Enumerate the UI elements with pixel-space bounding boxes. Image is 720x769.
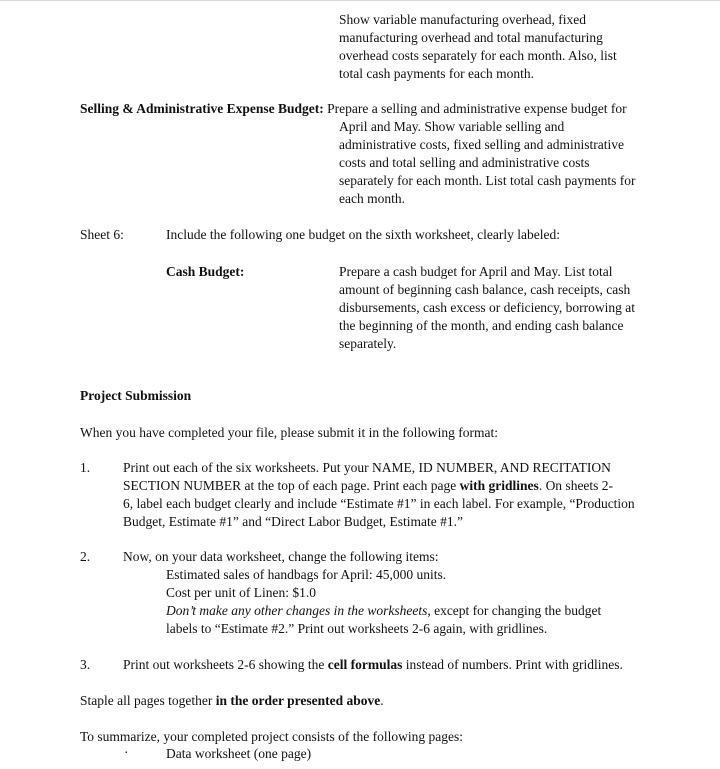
text-run: , except for changing the budget xyxy=(427,603,602,618)
text-line: separately. xyxy=(339,336,397,351)
text-run: Staple all pages together xyxy=(80,693,216,708)
text-line xyxy=(166,602,646,620)
text-line: amount of beginning cash balance, cash receipts, cash xyxy=(339,282,631,297)
text-line: disbursements, cash excess or deficiency, borrowing at xyxy=(339,300,636,315)
sa-budget-first-text: Prepare a selling and administrative expense budget for xyxy=(327,101,627,116)
text-line: total cash payments for each month. xyxy=(339,66,534,81)
sa-budget-heading: Selling & Administrative Expense Budget: xyxy=(80,101,324,116)
text-line: 6, label each budget clearly and include “Estimate #1” in each label. For example, “Production xyxy=(123,496,635,511)
item2-intro: Now, on your data worksheet, change the following items: xyxy=(123,549,439,564)
item1-number: 1. xyxy=(80,460,91,475)
text-run: . On sheets 2- xyxy=(538,478,614,493)
text-line: administrative costs, fixed selling and administrative xyxy=(339,137,624,152)
cell-formulas-emphasis: cell formulas xyxy=(327,657,403,672)
summary-intro: To summarize, your completed project consists of the following pages: xyxy=(80,729,463,744)
project-submission-heading: Project Submission xyxy=(80,388,192,403)
item3-number: 3. xyxy=(80,657,91,672)
item1-text xyxy=(123,459,643,531)
text-line: costs and total selling and administrative costs xyxy=(339,155,590,170)
summary-item-data-worksheet: Data worksheet (one page) xyxy=(166,746,312,761)
overhead-budget-description xyxy=(339,11,639,83)
text-line: Print out each of the six worksheets. Put your NAME, ID NUMBER, AND RECITATION xyxy=(123,460,611,475)
text-line: Prepare a cash budget for April and May. List total xyxy=(339,264,613,279)
no-other-changes-emphasis: Don’t make any other changes in the worksheets xyxy=(166,603,428,618)
text-line: overhead costs separately for each month. Also, list xyxy=(339,48,617,63)
text-run: Print out worksheets 2-6 showing the xyxy=(123,657,328,672)
item3-text xyxy=(123,656,623,674)
sa-budget-description xyxy=(339,118,639,208)
sheet6-instruction: Include the following one budget on the sixth worksheet, clearly labeled: xyxy=(166,227,561,242)
staple-instruction xyxy=(80,692,384,710)
text-run: SECTION NUMBER at the top of each page. Print each page xyxy=(123,478,460,493)
order-emphasis: in the order presented above xyxy=(215,693,381,708)
text-line: manufacturing overhead and total manufacturing xyxy=(339,30,603,45)
sa-budget-first-line xyxy=(80,100,627,118)
sheet6-label: Sheet 6: xyxy=(80,227,124,242)
text-line xyxy=(123,477,643,495)
summary-bullet: · xyxy=(124,745,129,760)
text-line: the beginning of the month, and ending cash balance xyxy=(339,318,624,333)
text-run: . xyxy=(380,693,384,708)
text-line: Cost per unit of Linen: $1.0 xyxy=(166,585,316,600)
text-line: Show variable manufacturing overhead, fixed xyxy=(339,12,587,27)
item2-details xyxy=(166,566,646,638)
text-line: April and May. Show variable selling and xyxy=(339,119,565,134)
item2-number: 2. xyxy=(80,549,91,564)
text-line: each month. xyxy=(339,191,405,206)
text-run: instead of numbers. Print with gridlines. xyxy=(402,657,623,672)
text-line: Budget, Estimate #1” and “Direct Labor Budget, Estimate #1.” xyxy=(123,514,464,529)
submission-intro: When you have completed your file, please submit it in the following format: xyxy=(80,425,499,440)
cash-budget-description xyxy=(339,263,639,353)
text-line: separately for each month. List total cash payments for xyxy=(339,173,636,188)
text-line: Estimated sales of handbags for April: 45,000 units. xyxy=(166,567,447,582)
text-line: labels to “Estimate #2.” Print out worksheets 2-6 again, with gridlines. xyxy=(166,621,548,636)
with-gridlines-emphasis: with gridlines xyxy=(459,478,539,493)
cash-budget-label: Cash Budget: xyxy=(166,264,245,279)
page-top-border xyxy=(0,0,720,1)
